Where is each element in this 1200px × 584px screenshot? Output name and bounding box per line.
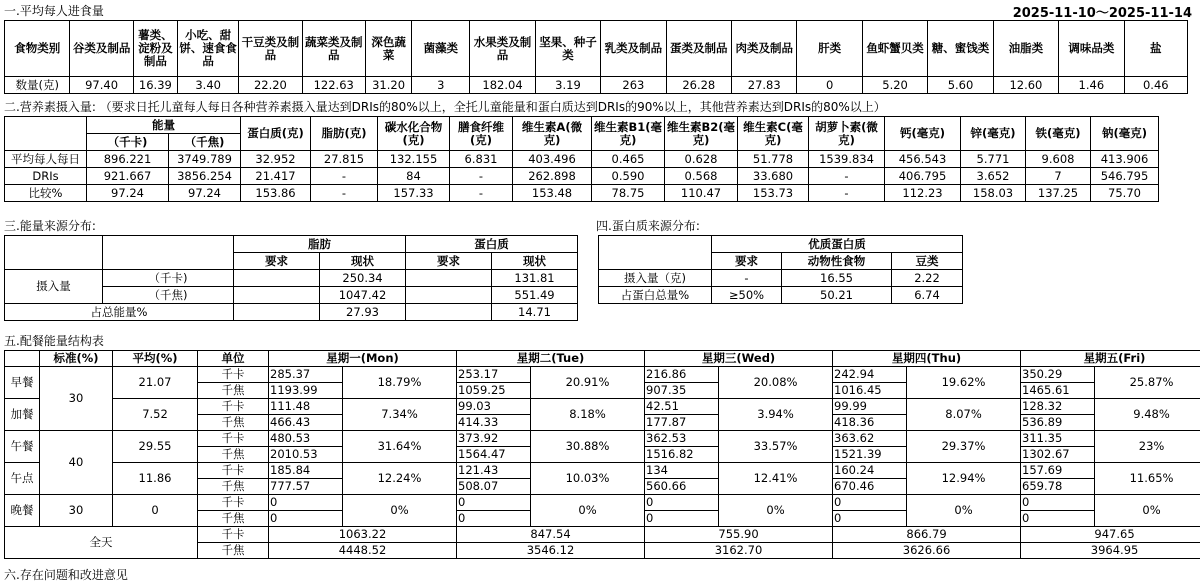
nutrient-value: 97.24 [169, 185, 241, 202]
nutrient-value: 27.815 [311, 151, 378, 168]
nutrient-row [5, 151, 1200, 168]
nutrient-value: 32.952 [241, 151, 311, 168]
meal-pct-value: 25.87% [1095, 367, 1200, 399]
nutrient-value: 896.221 [87, 151, 169, 168]
meal-kj-value: 0 [457, 511, 531, 527]
nutrient-value: 1539.834 [809, 151, 885, 168]
meal-kj-value: 1521.39 [833, 447, 907, 463]
nutrient-value: 413.906 [1091, 151, 1159, 168]
nutrient-value: 3749.789 [169, 151, 241, 168]
quality-protein-header: 优质蛋白质 [712, 236, 963, 253]
unit-kj: 千焦 [198, 511, 269, 527]
food-column-header: 糖、蜜饯类 [928, 21, 993, 77]
nutrient-value: 7 [1026, 168, 1091, 185]
meal-kj-value: 1016.45 [833, 383, 907, 399]
food-category-header: 食物类别 [5, 21, 70, 77]
nutrient-value: 403.496 [513, 151, 592, 168]
food-quantity-value: 122.63 [302, 77, 365, 94]
meal-avg-value: 11.86 [113, 463, 198, 495]
food-quantity-value: 27.83 [732, 77, 797, 94]
total-kcal-value: 1063.22 [269, 527, 457, 543]
meal-kcal-value: 350.29 [1021, 367, 1095, 383]
total-kj-value: 3626.66 [833, 543, 1021, 559]
meal-pct-value: 7.34% [343, 399, 457, 431]
section-2-title: 二.营养素摄入量: （要求日托儿童每人每日各种营养素摄入量达到DRIs的80%以上，全托儿童能量和蛋白质达到DRIs的90%以上，其他营养素达到DRIs的80%以上） [4, 100, 886, 114]
unit-kcal: 千卡 [198, 431, 269, 447]
fat-pct-value: 27.93 [320, 304, 406, 321]
meal-kj-value: 1564.47 [457, 447, 531, 463]
protein-kcal-value: 131.81 [492, 270, 578, 287]
section-3-title: 三.能量来源分布: [4, 219, 96, 233]
meal-pct-value: 20.08% [719, 367, 833, 399]
day-header: 星期五(Fri) [1021, 351, 1200, 367]
nutrient-value: 456.543 [885, 151, 961, 168]
quantity-row-label: 数量(克) [5, 77, 70, 94]
meal-name: 午点 [5, 463, 40, 495]
unit-kcal: 千卡 [198, 399, 269, 415]
std-header: 标准(%) [40, 351, 113, 367]
protein-pct-value: 14.71 [492, 304, 578, 321]
nutrient-column-header: 胡萝卜素(微克) [809, 117, 885, 151]
nutrient-value: 921.667 [87, 168, 169, 185]
nutrient-value: 75.70 [1091, 185, 1159, 202]
fat-kj-value: 1047.42 [320, 287, 406, 304]
food-quantity-value: 0 [797, 77, 862, 94]
meal-pct-value: 0% [531, 495, 645, 527]
nutrient-row [5, 185, 1200, 202]
meal-kcal-value: 121.43 [457, 463, 531, 479]
protein-req-header: 要求 [712, 253, 782, 270]
meal-name: 加餐 [5, 399, 40, 431]
nutrient-value: 9.608 [1026, 151, 1091, 168]
meal-kj-value: 907.35 [645, 383, 719, 399]
day-header: 星期二(Tue) [457, 351, 645, 367]
meal-pct-value: 29.37% [907, 431, 1021, 463]
meal-pct-value: 3.94% [719, 399, 833, 431]
energy-kj-header: （千焦) [169, 134, 241, 151]
unit-kcal: 千卡 [198, 527, 269, 543]
protein-share-bean: 6.74 [892, 287, 963, 304]
protein-corner-bottom [599, 253, 712, 270]
total-row [5, 527, 1200, 543]
protein-share-animal: 50.21 [782, 287, 892, 304]
meal-pct-value: 0% [907, 495, 1021, 527]
day-header: 星期三(Wed) [645, 351, 833, 367]
unit-kcal: 千卡 [198, 367, 269, 383]
protein-req-kcal [406, 270, 492, 287]
meal-kj-value: 560.66 [645, 479, 719, 495]
meal-pct-value: 18.79% [343, 367, 457, 399]
protein-kj-value: 551.49 [492, 287, 578, 304]
nutrient-value: 132.155 [378, 151, 450, 168]
protein-intake-label: 摄入量（克) [599, 270, 712, 287]
total-kcal-value: 755.90 [645, 527, 833, 543]
meal-kcal-value: 185.84 [269, 463, 343, 479]
unit-kj: 千焦 [198, 415, 269, 431]
meal-pct-value: 11.65% [1095, 463, 1200, 495]
nutrient-column-header: 铁(毫克) [1026, 117, 1091, 151]
meal-kj-value: 777.57 [269, 479, 343, 495]
nutrient-column-header: 膳食纤维(克) [450, 117, 513, 151]
nutrient-value: - [809, 168, 885, 185]
unit-kj: 千焦 [198, 479, 269, 495]
protein-corner-top [599, 236, 712, 253]
total-kj-value: 4448.52 [269, 543, 457, 559]
meal-pct-value: 12.94% [907, 463, 1021, 495]
meal-row [5, 431, 1200, 447]
protein-req-header: 要求 [406, 253, 492, 270]
intake-kj-label: （千焦) [103, 287, 234, 304]
meal-kj-value: 0 [1021, 511, 1095, 527]
nutrient-value: 51.778 [738, 151, 809, 168]
meal-pct-value: 33.57% [719, 431, 833, 463]
meal-kcal-value: 42.51 [645, 399, 719, 415]
day-header: 星期四(Thu) [833, 351, 1021, 367]
meal-kj-value: 0 [645, 511, 719, 527]
meal-pct-value: 0% [719, 495, 833, 527]
fat-req-kj [234, 287, 320, 304]
meal-kcal-value: 242.94 [833, 367, 907, 383]
nutrient-value: 112.23 [885, 185, 961, 202]
nutrient-value: 0.465 [592, 151, 665, 168]
meal-kcal-value: 0 [645, 495, 719, 511]
nutrient-value: 110.47 [665, 185, 738, 202]
section-5-title: 五.配餐能量结构表 [4, 334, 104, 348]
meal-kcal-value: 0 [457, 495, 531, 511]
nutrient-value: 137.25 [1026, 185, 1091, 202]
nutrient-value: 97.24 [87, 185, 169, 202]
energy-header: 能量 [87, 117, 241, 134]
food-quantity-value: 97.40 [70, 77, 133, 94]
meal-kcal-value: 157.69 [1021, 463, 1095, 479]
meal-pct-value: 8.07% [907, 399, 1021, 431]
nutrient-row-label: 比较% [5, 185, 87, 202]
meal-kj-value: 659.78 [1021, 479, 1095, 495]
meal-name: 午餐 [5, 431, 40, 463]
meal-kcal-value: 216.86 [645, 367, 719, 383]
meal-kcal-value: 362.53 [645, 431, 719, 447]
nutrient-value: 157.33 [378, 185, 450, 202]
protein-req-pct [406, 304, 492, 321]
meal-pct-value: 31.64% [343, 431, 457, 463]
meal-pct-value: 10.03% [531, 463, 645, 495]
fat-cur-header: 现状 [320, 253, 406, 270]
intake-kcal-label: （千卡) [103, 270, 234, 287]
food-column-header: 油脂类 [993, 21, 1058, 77]
meal-avg-value: 29.55 [113, 431, 198, 463]
food-column-header: 薯类、淀粉及制品 [133, 21, 177, 77]
energy-corner-top [5, 236, 103, 253]
meal-pct-value: 19.62% [907, 367, 1021, 399]
meal-kj-value: 0 [833, 511, 907, 527]
nutrient-column-header: 碳水化合物(克) [378, 117, 450, 151]
protein-intake-animal: 16.55 [782, 270, 892, 287]
food-column-header: 菌藻类 [412, 21, 470, 77]
meal-name: 晚餐 [5, 495, 40, 527]
meal-pct-value: 0% [1095, 495, 1200, 527]
bean-header: 豆类 [892, 253, 963, 270]
meal-pct-value: 23% [1095, 431, 1200, 463]
food-quantity-value: 263 [601, 77, 666, 94]
food-column-header: 调味品类 [1059, 21, 1124, 77]
food-quantity-value: 26.28 [666, 77, 731, 94]
meal-kj-value: 0 [269, 511, 343, 527]
meal-kj-value: 1516.82 [645, 447, 719, 463]
meal-kcal-value: 0 [1021, 495, 1095, 511]
meal-kcal-value: 160.24 [833, 463, 907, 479]
meal-row [5, 463, 1200, 479]
fat-req-kcal [234, 270, 320, 287]
meal-avg-value: 0 [113, 495, 198, 527]
energy-corner-top2 [103, 236, 234, 253]
meal-kj-value: 466.43 [269, 415, 343, 431]
meal-kj-value: 1302.67 [1021, 447, 1095, 463]
nutrient-value: 5.771 [961, 151, 1026, 168]
meal-kj-value: 1193.99 [269, 383, 343, 399]
nutrient-value: 406.795 [885, 168, 961, 185]
nutrient-value: 153.86 [241, 185, 311, 202]
nutrient-column-header: 维生素B2(毫克) [665, 117, 738, 151]
nutrient-value: 0.628 [665, 151, 738, 168]
food-quantity-value: 3 [412, 77, 470, 94]
food-column-header: 水果类及制品 [470, 21, 535, 77]
nutrient-value: - [450, 185, 513, 202]
meal-kj-value: 508.07 [457, 479, 531, 495]
section-4-title: 四.蛋白质来源分布: [596, 219, 700, 233]
nutrient-value: - [809, 185, 885, 202]
date-range: 2025-11-10～2025-11-14 [1012, 6, 1192, 21]
nutrient-column-header: 钠(毫克) [1091, 117, 1159, 151]
food-quantity-value: 22.20 [239, 77, 302, 94]
total-energy-pct-label: 占总能量% [5, 304, 234, 321]
meal-kj-value: 536.89 [1021, 415, 1095, 431]
total-kcal-value: 866.79 [833, 527, 1021, 543]
nutrient-value: 84 [378, 168, 450, 185]
day-header: 星期一(Mon) [269, 351, 457, 367]
unit-kj: 千焦 [198, 383, 269, 399]
meal-row [5, 399, 1200, 415]
food-quantity-value: 3.40 [178, 77, 239, 94]
unit-kj: 千焦 [198, 447, 269, 463]
food-quantity-value: 1.46 [1059, 77, 1124, 94]
meal-kcal-value: 111.48 [269, 399, 343, 415]
total-kj-value: 3546.12 [457, 543, 645, 559]
food-quantity-value: 182.04 [470, 77, 535, 94]
meal-pct-value: 8.18% [531, 399, 645, 431]
food-column-header: 蛋类及制品 [666, 21, 731, 77]
nutrient-value: 153.48 [513, 185, 592, 202]
nutrient-intake-table [4, 116, 1200, 202]
fat-req-header: 要求 [234, 253, 320, 270]
total-label: 全天 [5, 527, 198, 559]
meal-kj-value: 414.33 [457, 415, 531, 431]
protein-share-req: ≥50% [712, 287, 782, 304]
food-intake-table [4, 20, 1188, 94]
nutrient-value: 0.590 [592, 168, 665, 185]
meal-name: 早餐 [5, 367, 40, 399]
nutrient-row-label: DRIs [5, 168, 87, 185]
meal-avg-value: 7.52 [113, 399, 198, 431]
food-quantity-value: 12.60 [993, 77, 1058, 94]
food-column-header: 肉类及制品 [732, 21, 797, 77]
unit-header: 单位 [198, 351, 269, 367]
protein-intake-req: - [712, 270, 782, 287]
meal-kcal-value: 253.17 [457, 367, 531, 383]
fat-header: 脂肪 [234, 236, 406, 253]
meal-kcal-value: 0 [833, 495, 907, 511]
nutrient-column-header: 锌(毫克) [961, 117, 1026, 151]
food-column-header: 坚果、种子类 [535, 21, 600, 77]
nutrient-column-header: 维生素B1(毫克) [592, 117, 665, 151]
nutrient-value: - [311, 168, 378, 185]
nutrient-value: 262.898 [513, 168, 592, 185]
food-column-header: 肝类 [797, 21, 862, 77]
total-kcal-value: 947.65 [1021, 527, 1200, 543]
protein-source-table [598, 235, 963, 304]
nutrient-value: - [311, 185, 378, 202]
nutrient-column-header: 脂肪(克) [311, 117, 378, 151]
nutrient-value: 0.568 [665, 168, 738, 185]
food-column-header: 盐 [1124, 21, 1187, 77]
meal-pct-value: 30.88% [531, 431, 645, 463]
meal-kcal-value: 99.03 [457, 399, 531, 415]
meal-kcal-value: 311.35 [1021, 431, 1095, 447]
nutrient-value: 153.73 [738, 185, 809, 202]
energy-corner-bottom2 [103, 253, 234, 270]
food-quantity-value: 16.39 [133, 77, 177, 94]
intake-label: 摄入量 [5, 270, 103, 304]
meal-row [5, 495, 1200, 511]
nutrient-value: 33.680 [738, 168, 809, 185]
meal-std-value: 30 [40, 367, 113, 431]
meal-corner [5, 351, 40, 367]
meal-avg-value: 21.07 [113, 367, 198, 399]
unit-kcal: 千卡 [198, 495, 269, 511]
meal-kj-value: 670.46 [833, 479, 907, 495]
section-1-title: 一.平均每人进食量 [4, 4, 104, 18]
meal-pct-value: 0% [343, 495, 457, 527]
fat-kcal-value: 250.34 [320, 270, 406, 287]
meal-kcal-value: 480.53 [269, 431, 343, 447]
meal-kj-value: 418.36 [833, 415, 907, 431]
section-6-title: 六.存在问题和改进意见 [4, 568, 128, 582]
total-kj-value: 3964.95 [1021, 543, 1200, 559]
food-column-header: 蔬菜类及制品 [302, 21, 365, 77]
meal-kcal-value: 128.32 [1021, 399, 1095, 415]
food-column-header: 乳类及制品 [601, 21, 666, 77]
nutrient-value: - [450, 168, 513, 185]
nutrient-value: 546.795 [1091, 168, 1159, 185]
protein-cur-header: 现状 [492, 253, 578, 270]
meal-kj-value: 1059.25 [457, 383, 531, 399]
nutrient-value: 3.652 [961, 168, 1026, 185]
food-quantity-value: 0.46 [1124, 77, 1187, 94]
meal-kcal-value: 373.92 [457, 431, 531, 447]
nutrient-column-header: 钙(毫克) [885, 117, 961, 151]
nutrient-column-header: 蛋白质(克) [241, 117, 311, 151]
nutrient-column-header: 维生素A(微克) [513, 117, 592, 151]
avg-header: 平均(%) [113, 351, 198, 367]
meal-row [5, 367, 1200, 383]
total-kj-value: 3162.70 [645, 543, 833, 559]
protein-share-label: 占蛋白总量% [599, 287, 712, 304]
energy-corner-bottom [5, 253, 103, 270]
total-kcal-value: 847.54 [457, 527, 645, 543]
meal-pct-value: 20.91% [531, 367, 645, 399]
meal-kj-value: 1465.61 [1021, 383, 1095, 399]
nutrient-value: 78.75 [592, 185, 665, 202]
energy-source-table [4, 235, 578, 321]
meal-kcal-value: 0 [269, 495, 343, 511]
meal-kcal-value: 99.99 [833, 399, 907, 415]
meal-kcal-value: 134 [645, 463, 719, 479]
meal-pct-value: 9.48% [1095, 399, 1200, 431]
nutrient-row [5, 168, 1200, 185]
meal-pct-value: 12.24% [343, 463, 457, 495]
animal-food-header: 动物性食物 [782, 253, 892, 270]
food-quantity-value: 31.20 [365, 77, 411, 94]
meal-energy-table [4, 350, 1200, 559]
meal-std-value: 40 [40, 431, 113, 495]
energy-kcal-header: （千卡) [87, 134, 169, 151]
unit-kcal: 千卡 [198, 463, 269, 479]
nutrient-corner [5, 117, 87, 151]
protein-intake-bean: 2.22 [892, 270, 963, 287]
food-column-header: 小吃、甜饼、速食食品 [178, 21, 239, 77]
nutrient-column-header: 维生素C(毫克) [738, 117, 809, 151]
meal-kcal-value: 363.62 [833, 431, 907, 447]
nutrient-value: 6.831 [450, 151, 513, 168]
nutrient-value: 3856.254 [169, 168, 241, 185]
food-column-header: 谷类及制品 [70, 21, 133, 77]
unit-kj: 千焦 [198, 543, 269, 559]
nutrient-row-label: 平均每人每日 [5, 151, 87, 168]
meal-kcal-value: 285.37 [269, 367, 343, 383]
meal-pct-value: 12.41% [719, 463, 833, 495]
food-quantity-value: 5.60 [928, 77, 993, 94]
food-quantity-value: 5.20 [862, 77, 927, 94]
meal-kj-value: 177.87 [645, 415, 719, 431]
nutrient-value: 21.417 [241, 168, 311, 185]
nutrient-value: 158.03 [961, 185, 1026, 202]
protein-header: 蛋白质 [406, 236, 578, 253]
food-column-header: 鱼虾蟹贝类 [862, 21, 927, 77]
protein-req-kj [406, 287, 492, 304]
meal-kj-value: 2010.53 [269, 447, 343, 463]
food-quantity-value: 3.19 [535, 77, 600, 94]
food-column-header: 干豆类及制品 [239, 21, 302, 77]
food-column-header: 深色蔬菜 [365, 21, 411, 77]
fat-req-pct [234, 304, 320, 321]
meal-std-value: 30 [40, 495, 113, 527]
